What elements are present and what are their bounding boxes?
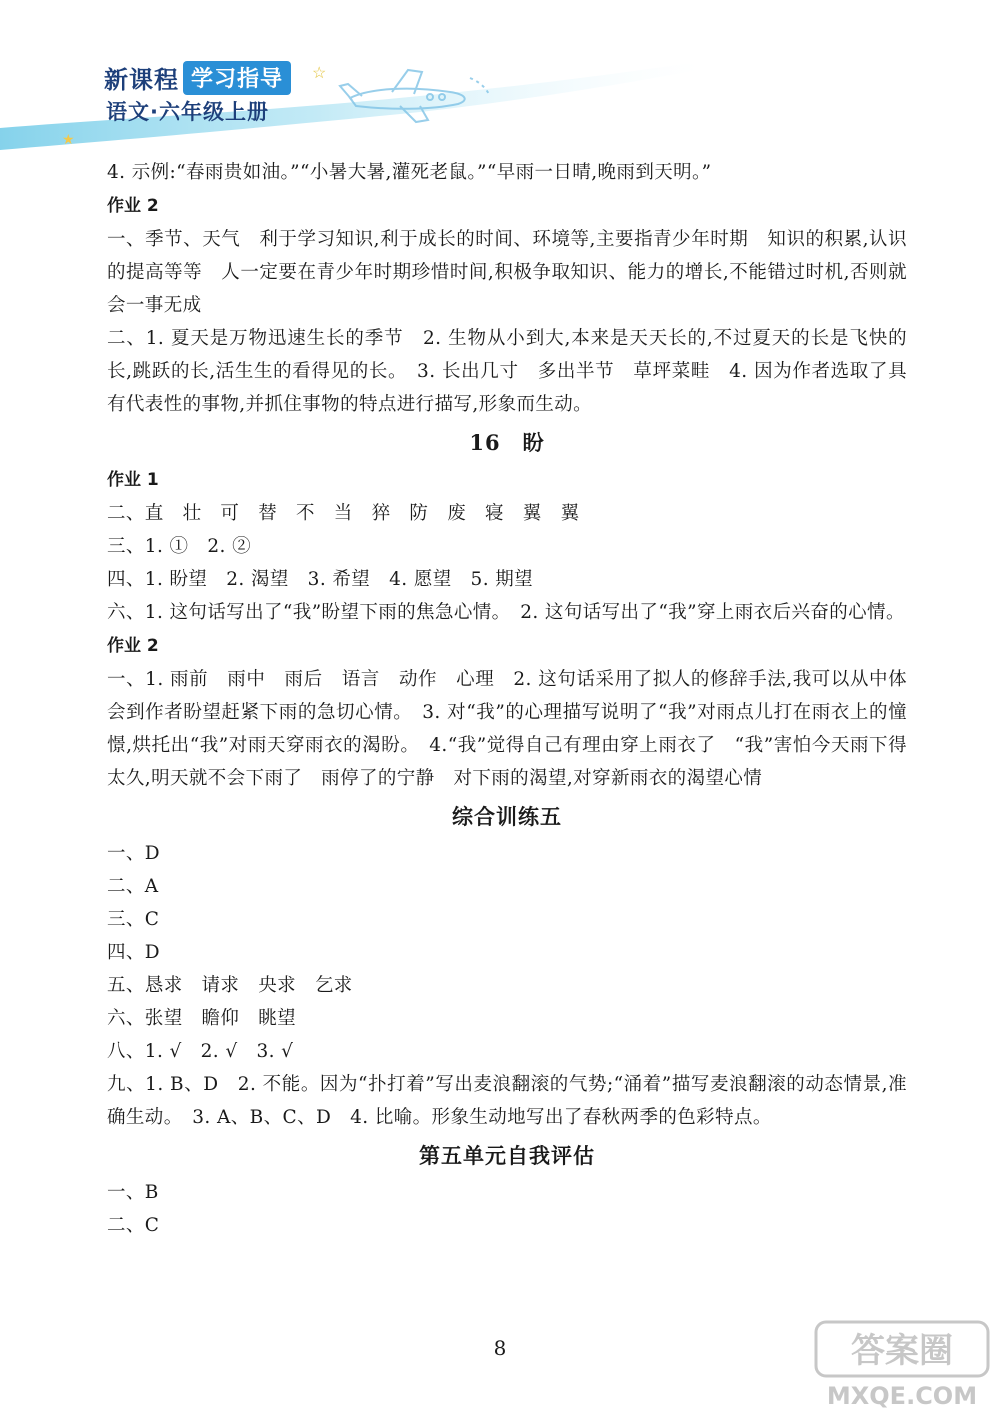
- answer-paragraph: 二、A: [107, 876, 159, 897]
- answer-paragraph: 三、C: [107, 909, 160, 930]
- section-title: 16 盼: [469, 430, 545, 455]
- watermark-logo: [808, 1318, 998, 1414]
- svg-text:☆: ☆: [312, 63, 327, 82]
- answer-content: [107, 156, 907, 1242]
- page-header: [0, 0, 1000, 150]
- section-title: 综合训练五: [452, 804, 562, 829]
- homework-heading: 作业 2: [107, 196, 159, 216]
- answer-paragraph: 二、C: [107, 1215, 160, 1236]
- brand-badge: 学习指导: [183, 61, 291, 95]
- answer-paragraph: 五、恳求 请求 央求 乞求: [107, 975, 353, 996]
- svg-text:MXQE.COM: MXQE.COM: [826, 1382, 978, 1410]
- svg-text:★: ★: [62, 132, 75, 148]
- book-subtitle: 语文·六年级上册: [106, 100, 269, 124]
- brand-main-text: 新课程: [104, 66, 179, 94]
- answer-paragraph: 一、B: [107, 1182, 159, 1203]
- section-title: 第五单元自我评估: [419, 1143, 595, 1168]
- answer-paragraph: 四、D: [107, 942, 161, 963]
- answer-paragraph: 九、1. B、D 2. 不能。因为“扑打着”写出麦浪翻滚的气势;“涌着”描写麦浪翻滚的动态情景,准确生动。 3. A、B、C、D 4. 比喻。形象生动地写出了春秋两季的色彩特点。: [107, 1074, 907, 1128]
- answer-paragraph: 八、1. √ 2. √ 3. √: [107, 1041, 294, 1062]
- brand-title: [104, 60, 291, 95]
- homework-heading: 作业 2: [107, 636, 159, 656]
- answer-paragraph: 六、张望 瞻仰 眺望: [107, 1008, 297, 1029]
- page-number: 8: [493, 1336, 507, 1360]
- answer-paragraph: 四、1. 盼望 2. 渴望 3. 希望 4. 愿望 5. 期望: [107, 569, 534, 590]
- homework-heading: 作业 1: [107, 470, 159, 490]
- answer-paragraph: 一、D: [107, 843, 161, 864]
- answer-paragraph: 4. 示例:“春雨贵如油。”“小暑大暑,灌死老鼠。”“早雨一日晴,晚雨到天明。”: [107, 162, 712, 183]
- answer-paragraph: 六、1. 这句话写出了“我”盼望下雨的焦急心情。 2. 这句话写出了“我”穿上雨衣后兴奋的心情。: [107, 602, 905, 623]
- svg-text:答案圈: 答案圈: [851, 1331, 953, 1371]
- answer-paragraph: 三、1. ① 2. ②: [107, 536, 251, 557]
- answer-paragraph: 二、直 壮 可 替 不 当 猝 防 废 寝 翼 翼: [107, 503, 580, 524]
- answer-paragraph: 一、季节、天气 利于学习知识,利于成长的时间、环境等,主要指青少年时期 知识的积累,认识的提高等等 人一定要在青少年时期珍惜时间,积极争取知识、能力的增长,不能错过时机,否则就会一事无成: [107, 229, 907, 316]
- airplane-icon: [330, 58, 500, 128]
- answer-paragraph: 一、1. 雨前 雨中 雨后 语言 动作 心理 2. 这句话采用了拟人的修辞手法,我可以从中体会到作者盼望赶紧下雨的急切心情。 3. 对“我”的心理描写说明了“我”对雨点儿打在雨衣上的憧憬,烘托出“我”对雨天穿雨衣的渴盼。 4.“我”觉得自己有理由穿上雨衣了 “我”害怕今天雨下得太久,明天就不会下雨了 雨停了的宁静 对下雨的渴望,对穿新雨衣的渴望心情: [107, 669, 907, 789]
- answer-paragraph: 二、1. 夏天是万物迅速生长的季节 2. 生物从小到大,本来是天天长的,不过夏天的长是飞快的长,跳跃的长,活生生的看得见的长。 3. 长出几寸 多出半节 草坪菜畦 4. 因为作者选取了具有代表性的事物,并抓住事物的特点进行描写,形象而生动。: [107, 328, 907, 415]
